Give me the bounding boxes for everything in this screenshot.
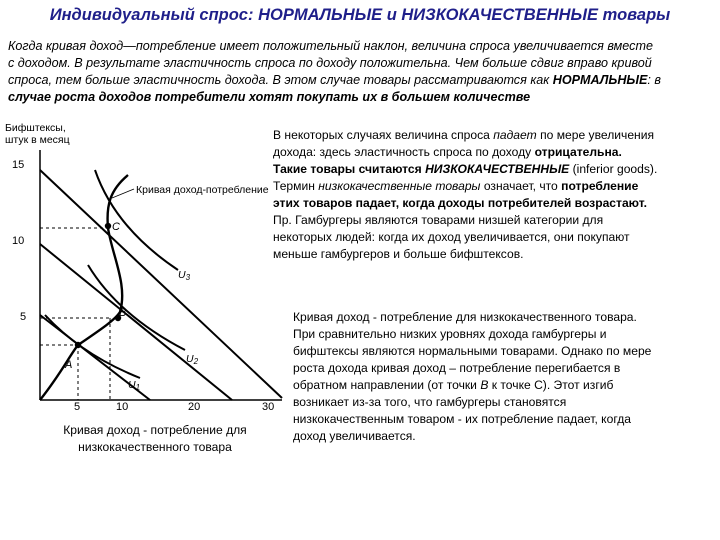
intro-normal-term: НОРМАЛЬНЫЕ <box>552 73 648 87</box>
para-line: бифштексы являются нормальными товарами. Однако по мере <box>293 344 652 358</box>
para-text: Термин <box>273 179 319 193</box>
page-title: Индивидуальный спрос: НОРМАЛЬНЫЕ и НИЗКОКАЧЕСТВЕННЫЕ товары <box>49 6 671 24</box>
u2-label <box>186 353 199 366</box>
intro-text: спроса, тем больше эластичность дохода. В этом случае товары рассматриваются как <box>8 73 553 87</box>
para-emphasis: падает <box>493 128 537 142</box>
para-line: роста дохода кривая доход – потребление перегибается в <box>293 361 621 375</box>
x-tick-label: 30 <box>262 401 275 413</box>
para-text: В некоторых случаях величина спроса <box>273 128 494 142</box>
intro-paragraph <box>8 38 708 106</box>
para-emphasis: потребление <box>561 179 639 193</box>
y-tick-label: 10 <box>12 235 25 247</box>
para-line: возникает из-за того, что гамбургеры становятся <box>293 395 567 409</box>
para-line <box>273 127 715 144</box>
para-line <box>293 377 710 394</box>
point-c-label: C <box>112 221 120 233</box>
intro-line: Когда кривая доход—потребление имеет положительный наклон, величина спроса увеличивается вместе <box>8 39 653 53</box>
intro-text: : в <box>647 73 661 87</box>
x-tick-label: 5 <box>74 401 81 413</box>
inferior-goods-paragraph <box>273 127 715 263</box>
curve-label: Кривая доход-потребление <box>136 184 269 196</box>
y-tick-label: 15 <box>12 159 25 171</box>
para-line <box>273 178 715 195</box>
y-tick-label: 5 <box>20 311 27 323</box>
para-emphasis: низкокачественные товары <box>318 179 481 193</box>
para-text: означает, что <box>480 179 562 193</box>
intro-line <box>8 72 708 89</box>
budget-line-3 <box>40 170 282 398</box>
x-tick-label: 10 <box>116 401 129 413</box>
para-line <box>273 144 715 161</box>
para-line: этих товаров падает, когда доходы потребителей возрастают. <box>273 196 647 210</box>
indifference-curve-u1 <box>45 315 140 378</box>
caption-line: Кривая доход - потребление для <box>63 423 247 437</box>
u2-label-letter: U <box>186 353 194 365</box>
para-text: по мере увеличения <box>536 128 655 142</box>
para-text: обратном направлении (от точки <box>293 378 481 392</box>
para-text: дохода: здесь эластичность спроса по доходу <box>273 145 535 159</box>
para-emphasis: отрицательна. <box>534 145 622 159</box>
para-line: меньше гамбургеров и больше бифштексов. <box>273 247 524 261</box>
indifference-curve-u2 <box>88 265 185 350</box>
u1-label-sub: 1 <box>135 383 141 392</box>
graph-caption <box>40 422 270 456</box>
u1-label <box>128 379 140 392</box>
u3-label-sub: 3 <box>185 273 191 282</box>
para-line: Пр. Гамбургеры являются товарами низшей категории для <box>273 213 604 227</box>
point-b-label: B <box>119 307 127 319</box>
para-line: Кривая доход - потребление для низкокачественного товара. <box>293 310 637 324</box>
point-a-marker <box>75 342 81 348</box>
para-text: (inferior goods). <box>569 162 658 176</box>
x-tick-label: 20 <box>188 401 201 413</box>
y-axis-label: штук в месяц <box>5 134 70 146</box>
para-emphasis: Такие товары считаются <box>273 162 426 176</box>
para-line: низкокачественным товаром - их потребление падает, когда <box>293 412 631 426</box>
caption-line: низкокачественного товара <box>78 440 232 454</box>
y-axis-label: Бифштексы, <box>5 122 66 134</box>
para-text: к точке С). Этот изгиб <box>488 378 614 392</box>
para-emphasis: B <box>480 378 489 392</box>
para-line: При сравнительно низких уровнях дохода гамбургеры и <box>293 327 607 341</box>
para-emphasis: НИЗКОКАЧЕСТВЕННЫЕ <box>425 162 570 176</box>
intro-line: случае роста доходов потребители хотят покупать их в большем количестве <box>8 90 531 104</box>
u1-label-letter: U <box>128 379 136 391</box>
intro-line: с доходом. В результате эластичность спроса по доходу положительна. Чем больше сдвиг вправо кривой <box>8 56 652 70</box>
u3-label <box>178 269 191 282</box>
u2-label-sub: 2 <box>193 357 199 366</box>
income-curve-paragraph <box>293 309 710 445</box>
para-line: некоторых людей: когда их доход увеличивается, они покупают <box>273 230 630 244</box>
income-consumption-graph <box>0 118 290 418</box>
point-a-label: A <box>65 359 73 371</box>
para-line <box>273 161 715 178</box>
para-line: доход увеличивается. <box>293 429 416 443</box>
point-c-marker <box>105 223 111 229</box>
u3-label-letter: U <box>178 269 186 281</box>
